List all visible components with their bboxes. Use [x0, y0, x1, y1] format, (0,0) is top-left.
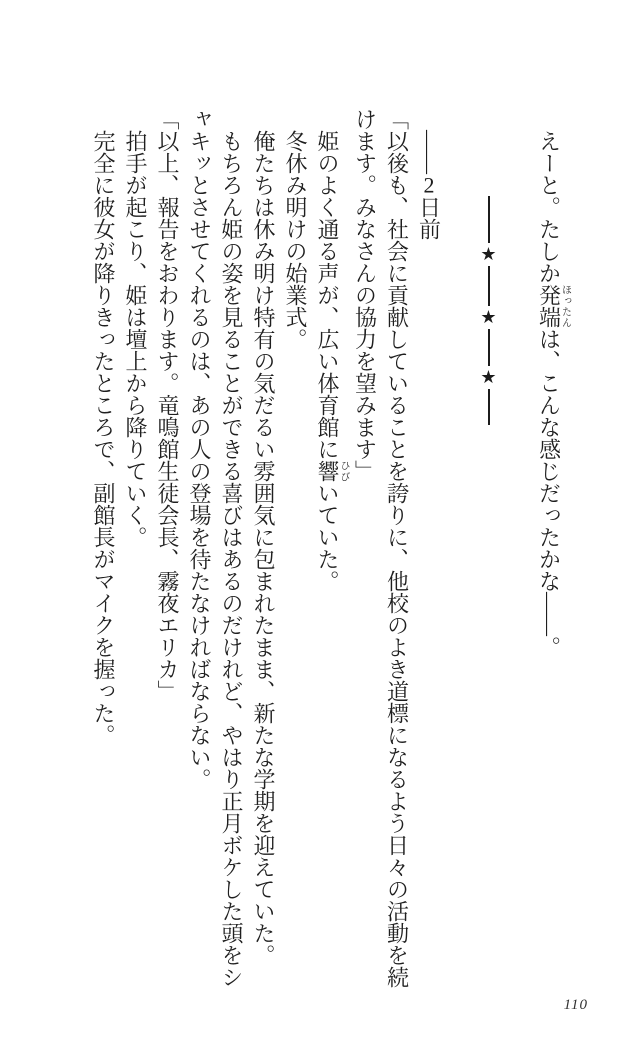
ruby-annotated-word: 響ひび — [315, 460, 349, 482]
paragraph: えーと。たしか発端ほったんは、こんな感じだったかな——。 — [536, 108, 571, 658]
paragraph: 拍手が起こり、姫は壇上から降りていく。 — [123, 108, 148, 548]
page-number: 110 — [563, 997, 588, 1013]
star-icon: ★ — [480, 367, 497, 387]
paragraph: 姫のよく通る声が、広い体育館に響ひびいていた。 — [315, 108, 349, 592]
divider-line — [488, 196, 490, 243]
star-icon: ★ — [480, 244, 497, 264]
divider-line — [488, 329, 490, 366]
ruby-annotated-word: 発端ほったん — [536, 284, 571, 328]
upright-number: 2 — [423, 174, 435, 196]
paragraph: 冬休み明けの始業式。 — [283, 108, 308, 350]
paragraph: 俺たちは休み明け特有の気だるい雰囲気に包まれたまま、新たな学期を迎えていた。 — [251, 108, 276, 966]
star-icon: ★ — [480, 307, 497, 327]
paragraph: ——2日前 — [416, 108, 442, 240]
divider-line — [488, 266, 490, 306]
paragraph: もちろん姫の姿を見ることができる喜びはあるのだけれど、やはり正月ボケした頭をシャキッとさせてくれるのは、あの人の登場を待たなければならない。 — [187, 108, 244, 988]
text-block — [87, 108, 570, 990]
star-divider — [478, 108, 500, 990]
divider-line — [488, 389, 490, 425]
paragraph: 完全に彼女が降りきったところで、副館長がマイクを握った。 — [91, 108, 116, 746]
paragraph: 「以後も、社会に貢献していることを誇りに、他校のよき道標になるよう日々の活動を続けます。みなさんの協力を望みます」 — [352, 108, 410, 988]
paragraph: 「以上、報告をおわります。竜鳴館生徒会長、霧夜エリカ」 — [155, 108, 180, 702]
